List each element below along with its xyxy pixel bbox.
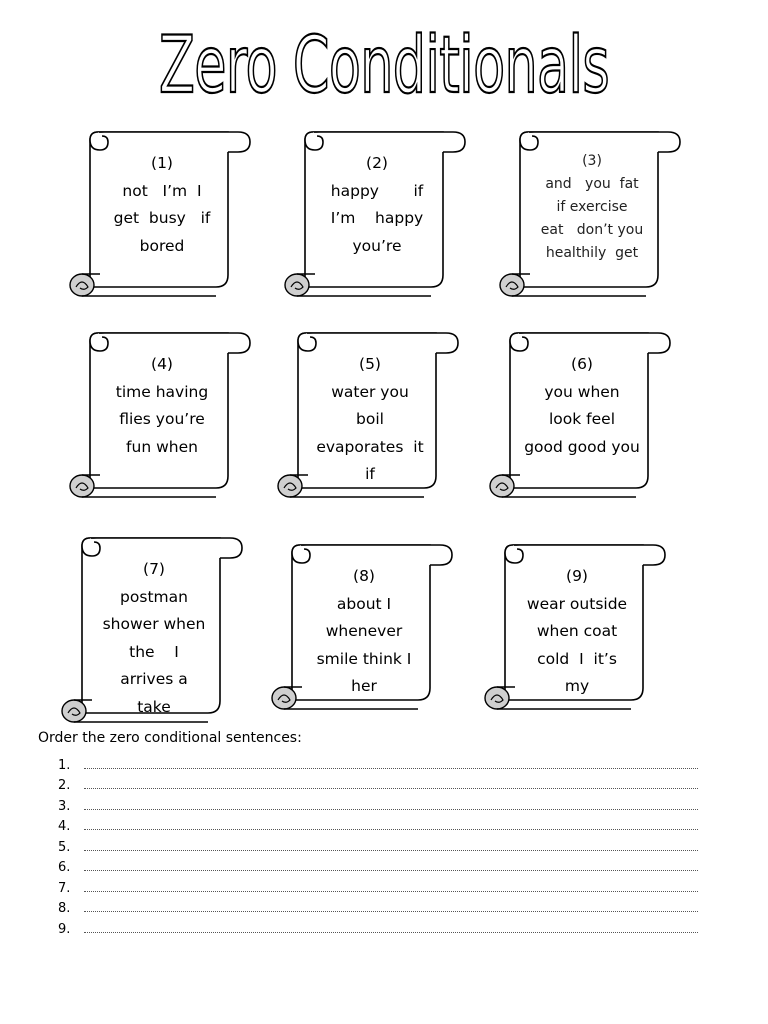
answer-number: 4. [58, 819, 71, 834]
scroll-number: (5) [359, 355, 381, 373]
answer-number: 1. [58, 757, 71, 773]
scroll-word-line: smile think I [316, 649, 412, 668]
scroll-word-line: whenever [325, 622, 403, 640]
scroll-word-line: healthily get [545, 245, 639, 261]
answer-number: 9. [58, 921, 71, 937]
answer-number: 7. [58, 880, 71, 896]
scroll-word-line: bored [139, 236, 185, 255]
answer-row[interactable] [58, 773, 698, 794]
scroll-word-line: eat don’t you [540, 222, 644, 238]
answer-dotted-line[interactable] [84, 860, 698, 871]
scroll-text [296, 351, 444, 489]
scroll-word-line: and you fat [545, 176, 639, 192]
scroll-word-line: boil [356, 410, 384, 428]
scroll-word-line: time having [115, 382, 209, 401]
answer-dotted-line[interactable] [84, 819, 698, 830]
worksheet-title-text: Zero Conditionals [159, 22, 609, 111]
scroll-word-line: when coat [536, 622, 618, 640]
answer-row[interactable] [58, 793, 698, 814]
answer-number: 6. [58, 860, 71, 875]
scroll-number: (9) [566, 567, 588, 585]
scroll-text [518, 150, 666, 265]
answer-number: 2. [58, 778, 71, 793]
scroll-word-line: arrives a [120, 670, 188, 688]
answer-number: 3. [58, 798, 71, 814]
answer-dotted-line[interactable] [84, 840, 698, 851]
answer-dotted-line[interactable] [84, 799, 698, 810]
scroll-word-line: good good you [524, 437, 640, 456]
scroll-word-line: fun when [126, 437, 198, 456]
scroll-card-5 [278, 323, 478, 498]
scroll-word-line: my [564, 677, 590, 695]
scroll-card-4 [70, 323, 270, 498]
scroll-number: (2) [366, 154, 388, 172]
scroll-text [80, 556, 228, 721]
scroll-text [88, 150, 236, 260]
scroll-word-line: take [137, 697, 171, 716]
scroll-word-line: evaporates it [316, 437, 424, 456]
scroll-word-line: wear outside [526, 594, 628, 613]
scroll-text [290, 563, 438, 701]
scroll-number: (8) [353, 567, 375, 585]
scroll-card-6 [490, 323, 690, 498]
scroll-card-7 [62, 528, 262, 723]
scroll-word-line: about I [336, 594, 392, 613]
answer-row[interactable] [58, 834, 698, 855]
answer-dotted-line[interactable] [84, 901, 698, 912]
scroll-card-8 [272, 535, 472, 710]
scroll-word-line: you’re [352, 236, 402, 255]
instructions: Order the zero conditional sentences: [38, 730, 302, 746]
answer-row[interactable] [58, 916, 698, 937]
answer-number: 8. [58, 901, 71, 916]
scroll-card-2 [285, 122, 485, 297]
scroll-text [508, 351, 656, 461]
scroll-word-line: happy if [330, 181, 424, 200]
scroll-number: (4) [151, 355, 173, 373]
scroll-card-1 [70, 122, 270, 297]
answer-row[interactable] [58, 896, 698, 917]
answer-row[interactable] [58, 855, 698, 876]
scroll-word-line: not I’m I [122, 181, 202, 200]
scroll-word-line: if exercise [556, 199, 628, 215]
scroll-word-line: her [351, 677, 377, 695]
scroll-number: (6) [571, 355, 593, 373]
scroll-word-line: flies you’re [119, 410, 205, 428]
answer-dotted-line[interactable] [84, 778, 698, 789]
answer-row[interactable] [58, 875, 698, 896]
scroll-card-3 [500, 122, 700, 297]
scroll-number: (7) [143, 560, 165, 578]
answer-row[interactable] [58, 814, 698, 835]
answer-lines [58, 752, 698, 937]
scroll-word-line: you when [544, 382, 620, 401]
scroll-word-line: get busy if [113, 209, 211, 227]
scroll-word-line: water you [331, 382, 409, 401]
answer-row[interactable] [58, 752, 698, 773]
worksheet-title [0, 22, 768, 112]
scroll-word-line: the I [129, 642, 179, 661]
scroll-number: (1) [151, 154, 173, 172]
scroll-word-line: postman [120, 587, 188, 606]
answer-dotted-line[interactable] [84, 758, 698, 769]
scroll-card-9 [485, 535, 685, 710]
scroll-text [503, 563, 651, 701]
scroll-word-line: cold I it’s [537, 649, 617, 668]
answer-number: 5. [58, 839, 71, 855]
answer-dotted-line[interactable] [84, 881, 698, 892]
scroll-word-line: I’m happy [330, 209, 424, 227]
scroll-number: (3) [582, 153, 602, 169]
scroll-word-line: look feel [548, 410, 615, 428]
answer-dotted-line[interactable] [84, 922, 698, 933]
scroll-text [303, 150, 451, 260]
scroll-word-line: if [365, 465, 375, 483]
scroll-text [88, 351, 236, 461]
scroll-word-line: shower when [102, 615, 206, 633]
